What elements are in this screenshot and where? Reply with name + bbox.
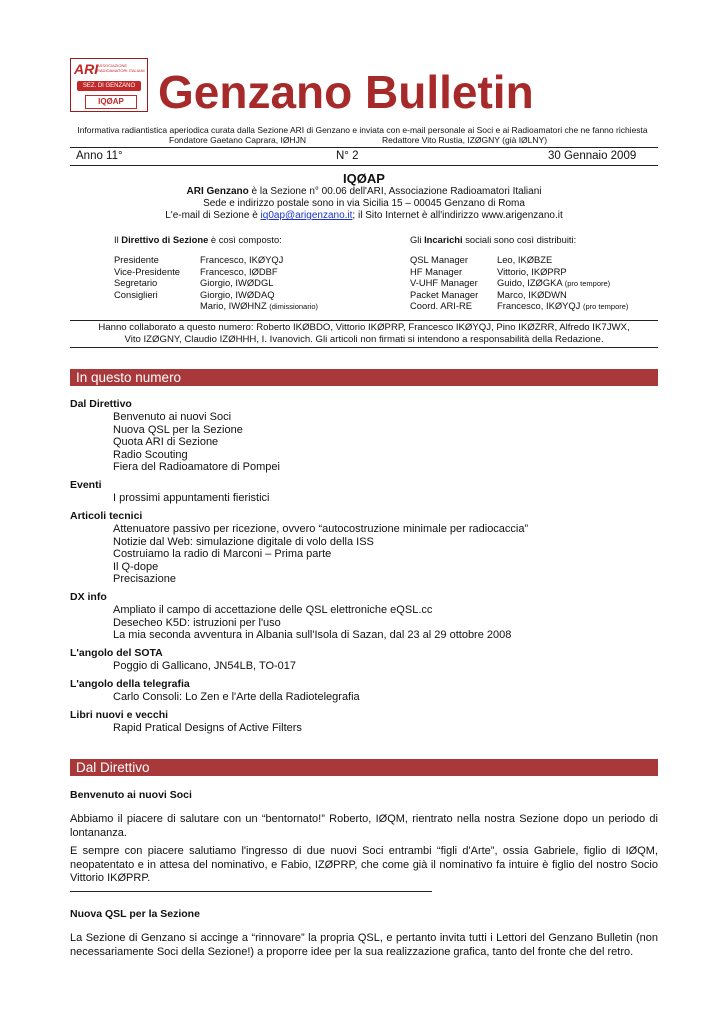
incarichi-row bbox=[410, 300, 628, 313]
toc-item[interactable]: Rapid Pratical Designs of Active Filters bbox=[113, 722, 302, 734]
toc-heading: L'angolo della telegrafia bbox=[70, 678, 190, 690]
issue-date: 30 Gennaio 2009 bbox=[548, 150, 637, 162]
section-contacts bbox=[70, 210, 658, 222]
toc-item[interactable]: I prossimi appuntamenti fieristici bbox=[113, 492, 270, 504]
article-paragraph: E sempre con piacere salutiamo l'ingresso di due nuovi Soci entrambi “figli d'Arte”, ossia Gabriele, figlio di IØQM, neopatentato e in attesa del nominativo, e Fabio, IZØPRP, che come già il nominativo fa intuire è figlio del nostro Socio Vittorio IKØPRP. bbox=[70, 845, 658, 884]
collaborators-line1: Hanno collaborato a questo numero: Roberto IKØBDO, Vittorio IKØPRP, Francesco IKØYQJ, Pino IKØZRR, Alfredo IK7JWX, bbox=[98, 322, 630, 333]
toc-item[interactable]: Desecheo K5D: istruzioni per l'uso bbox=[113, 616, 281, 629]
role: Coord. ARI-RE bbox=[410, 300, 472, 311]
toc-item[interactable]: Carlo Consoli: Lo Zen e l'Arte della Radiotelegrafia bbox=[113, 691, 360, 703]
toc-item[interactable]: Notizie dal Web: simulazione digitale di volo della ISS bbox=[113, 535, 374, 548]
member-name: Mario, IWØHNZ bbox=[200, 300, 267, 311]
logo-ari-text: ARI bbox=[74, 61, 99, 77]
role: Consiglieri bbox=[114, 289, 158, 300]
toc-item[interactable]: Radio Scouting bbox=[113, 448, 188, 461]
member-name: Giorgio, IWØDGL bbox=[200, 277, 274, 288]
collab-rule-bottom bbox=[70, 347, 658, 348]
role: V-UHF Manager bbox=[410, 277, 478, 288]
toc-item[interactable]: Ampliato il campo di accettazione delle QSL elettroniche eQSL.cc bbox=[113, 604, 433, 616]
incarichi-row bbox=[410, 254, 552, 266]
section-email-link[interactable]: iq0ap@arigenzano.it bbox=[260, 210, 353, 221]
toc-item[interactable]: Precisazione bbox=[113, 573, 176, 585]
toc-item[interactable]: La mia seconda avventura in Albania sull'Isola di Sazan, dal 23 al 29 ottobre 2008 bbox=[113, 629, 512, 641]
section-info-line1-rest: è la Sezione n° 00.06 dell'ARI, Associazione Radioamatori Italiani bbox=[248, 186, 542, 197]
toc-heading: DX info bbox=[70, 591, 107, 603]
member-name: Francesco, IKØYQJ bbox=[200, 254, 284, 265]
section-info-line1 bbox=[70, 186, 658, 198]
direttivo-intro-pre: Il bbox=[114, 234, 122, 245]
collab-rule-top bbox=[70, 320, 658, 321]
logo-assoc-text: ASSOCIAZIONE RADIOAMATORI ITALIANI bbox=[97, 63, 145, 73]
collaborators-line2: Vito IZØGNY, Claudio IZØHHH, I. Ivanovich. Gli articoli non firmati si intendono a responsabilità della Redazione. bbox=[124, 334, 604, 345]
toc-item[interactable]: Costruiamo la radio di Marconi – Prima parte bbox=[113, 548, 332, 560]
toc-item[interactable]: Il Q-dope bbox=[113, 560, 159, 573]
toc-item[interactable]: Quota ARI di Sezione bbox=[113, 436, 219, 448]
incarichi-intro-bold: Incarichi bbox=[424, 234, 463, 245]
header-rule-top bbox=[70, 147, 658, 148]
role: HF Manager bbox=[410, 266, 463, 277]
article-title: Benvenuto ai nuovi Soci bbox=[70, 789, 192, 801]
logo-band: SEZ. DI GENZANO bbox=[77, 81, 141, 91]
article-paragraph: La Sezione di Genzano si accinge a “rinnovare” la propria QSL, e pertanto invita tutti i Lettori del Genzano Bulletin (non necessariamente Soci della Sezione!) a proporre idee per la sua realizzazione grafica, tanto del fronte che del retro. bbox=[70, 932, 658, 958]
issue-year: Anno 11° bbox=[76, 150, 123, 162]
member-note: (pro tempore) bbox=[564, 279, 611, 288]
member-name: Leo, IKØBZE bbox=[497, 254, 553, 265]
article-title: Nuova QSL per la Sezione bbox=[70, 908, 200, 920]
member-name: Guido, IZØGKA bbox=[497, 277, 563, 288]
member-name: Marco, IKØDWN bbox=[497, 289, 567, 300]
email-intro: L'e-mail di Sezione è bbox=[165, 210, 261, 221]
member-name: Francesco, IØDBF bbox=[200, 266, 278, 277]
toc-item[interactable]: Nuova QSL per la Sezione bbox=[113, 423, 243, 436]
incarichi-intro bbox=[410, 234, 576, 246]
role: Segretario bbox=[114, 277, 158, 288]
member-name: Vittorio, IKØPRP bbox=[497, 266, 567, 277]
toc-item[interactable]: Poggio di Gallicano, JN54LB, TO-017 bbox=[113, 660, 297, 672]
member-name: Giorgio, IWØDAQ bbox=[200, 289, 275, 300]
direttivo-intro bbox=[114, 234, 282, 246]
direttivo-intro-post: è così composto: bbox=[208, 234, 282, 245]
role: Vice-Presidente bbox=[114, 266, 181, 277]
article-separator bbox=[70, 891, 432, 892]
website-text: ; il Sito Internet è all'indirizzo www.arigenzano.it bbox=[352, 210, 563, 221]
section-address: Sede e indirizzo postale sono in via Sicilia 15 – 00045 Genzano di Roma bbox=[203, 198, 525, 209]
logo-callsign: IQØAP bbox=[85, 95, 137, 109]
header-rule-bottom bbox=[70, 165, 658, 166]
toc-heading: Eventi bbox=[70, 479, 102, 491]
editor-line: Redattore Vito Rustia, IZØGNY (già IØLNY) bbox=[382, 135, 548, 145]
section-name: ARI Genzano bbox=[186, 186, 249, 197]
direttivo-row bbox=[114, 254, 283, 266]
dal-direttivo-bar: Dal Direttivo bbox=[70, 759, 658, 776]
toc-item[interactable]: Attenuatore passivo per ricezione, ovvero “autocostruzione minimale per radiocaccia” bbox=[113, 523, 529, 535]
toc-heading: Articoli tecnici bbox=[70, 510, 143, 522]
member-note: (pro tempore) bbox=[582, 302, 629, 311]
member-name: Francesco, IKØYQJ bbox=[497, 300, 581, 311]
toc-bar: In questo numero bbox=[70, 369, 658, 386]
founder-line: Fondatore Gaetano Caprara, IØHJN bbox=[169, 135, 307, 145]
section-callsign: IQØAP bbox=[343, 171, 385, 186]
toc-heading: Dal Direttivo bbox=[70, 398, 132, 410]
ari-genzano-logo bbox=[70, 58, 148, 112]
direttivo-intro-bold: Direttivo di Sezione bbox=[121, 234, 209, 245]
toc-heading: Libri nuovi e vecchi bbox=[70, 709, 169, 721]
toc-item[interactable]: Benvenuto ai nuovi Soci bbox=[113, 411, 232, 423]
role: Packet Manager bbox=[410, 289, 479, 300]
direttivo-row bbox=[114, 300, 318, 313]
role: Presidente bbox=[114, 254, 159, 265]
bulletin-subtitle: Informativa radiantistica aperiodica curata dalla Sezione ARI di Genzano e inviata con e-mail personale ai Soci e ai Radioamatori che ne fanno richiesta bbox=[77, 125, 648, 135]
incarichi-intro-post: sociali sono così distribuiti: bbox=[462, 234, 577, 245]
issue-number: N° 2 bbox=[336, 150, 359, 162]
toc-heading: L'angolo del SOTA bbox=[70, 647, 163, 659]
direttivo-row bbox=[114, 277, 273, 289]
article-paragraph: Abbiamo il piacere di salutare con un “bentornato!” Roberto, IØQM, rientrato nella nostra Sezione dopo un periodo di lontananza. bbox=[70, 813, 658, 839]
role: QSL Manager bbox=[410, 254, 469, 265]
incarichi-intro-pre: Gli bbox=[410, 234, 425, 245]
member-note: (dimissionario) bbox=[269, 302, 319, 311]
toc-item[interactable]: Fiera del Radioamatore di Pompei bbox=[113, 461, 280, 473]
bulletin-title: Genzano Bulletin bbox=[158, 66, 534, 118]
